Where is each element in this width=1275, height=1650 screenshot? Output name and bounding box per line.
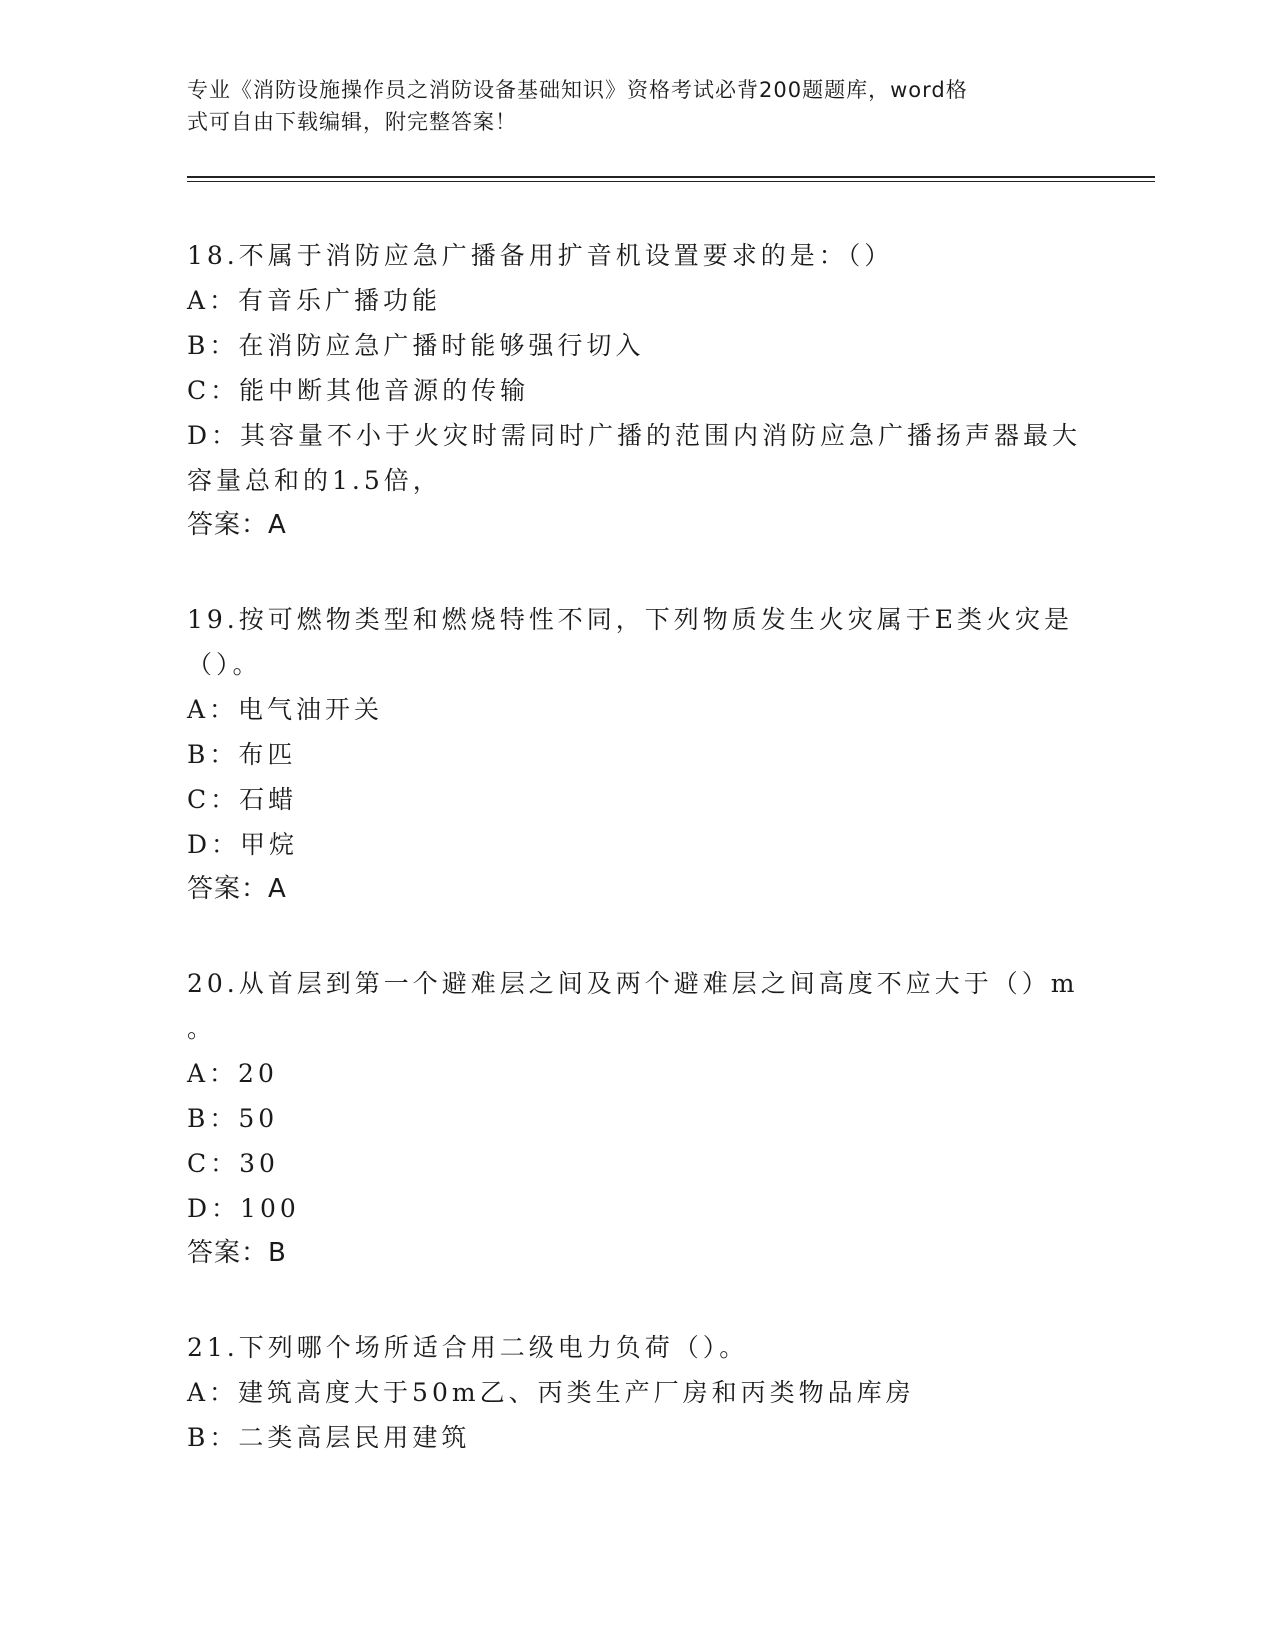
option-a: A：电气油开关 bbox=[187, 695, 384, 724]
option-d: D：其容量不小于火灾时需同时广播的范围内消防应急广播扬声器最大 bbox=[187, 421, 1082, 450]
option-d-continued: 容量总和的1.5倍， bbox=[187, 466, 442, 495]
answer-label: 答案：A bbox=[187, 510, 287, 540]
option-c: C：能中断其他音源的传输 bbox=[187, 376, 530, 405]
document-header bbox=[187, 74, 1067, 138]
question-stem: 21.下列哪个场所适合用二级电力负荷（）。 bbox=[187, 1333, 749, 1362]
option-d: D：甲烷 bbox=[187, 830, 299, 859]
answer-label: 答案：B bbox=[187, 1238, 287, 1268]
header-line-2: 式可自由下载编辑，附完整答案！ bbox=[187, 110, 517, 134]
option-a: A：有音乐广播功能 bbox=[187, 286, 442, 315]
option-c: C：30 bbox=[187, 1149, 279, 1178]
question-19 bbox=[187, 597, 1087, 912]
option-b: B：50 bbox=[187, 1104, 279, 1133]
header-divider-thin bbox=[187, 181, 1155, 182]
option-a: A：20 bbox=[187, 1059, 278, 1088]
option-b: B：布匹 bbox=[187, 740, 297, 769]
question-21 bbox=[187, 1325, 1087, 1460]
option-b: B：二类高层民用建筑 bbox=[187, 1423, 471, 1452]
option-c: C：石蜡 bbox=[187, 785, 298, 814]
question-18 bbox=[187, 233, 1087, 548]
option-d: D：100 bbox=[187, 1194, 300, 1223]
header-line-1: 专业《消防设施操作员之消防设备基础知识》资格考试必背200题题库，word格 bbox=[187, 78, 968, 102]
option-b: B：在消防应急广播时能够强行切入 bbox=[187, 331, 645, 360]
answer-label: 答案：A bbox=[187, 874, 287, 904]
question-stem: 18.不属于消防应急广播备用扩音机设置要求的是：（） bbox=[187, 241, 894, 270]
question-stem-continued: （）。 bbox=[187, 650, 262, 679]
question-20 bbox=[187, 961, 1087, 1276]
option-a: A：建筑高度大于50m乙、丙类生产厂房和丙类物品库房 bbox=[187, 1378, 915, 1407]
question-stem: 20.从首层到第一个避难层之间及两个避难层之间高度不应大于（）m bbox=[187, 969, 1079, 998]
header-divider-thick bbox=[187, 176, 1155, 178]
question-stem: 19.按可燃物类型和燃烧特性不同，下列物质发生火灾属于E类火灾是 bbox=[187, 605, 1074, 634]
question-stem-continued: 。 bbox=[187, 1014, 217, 1043]
